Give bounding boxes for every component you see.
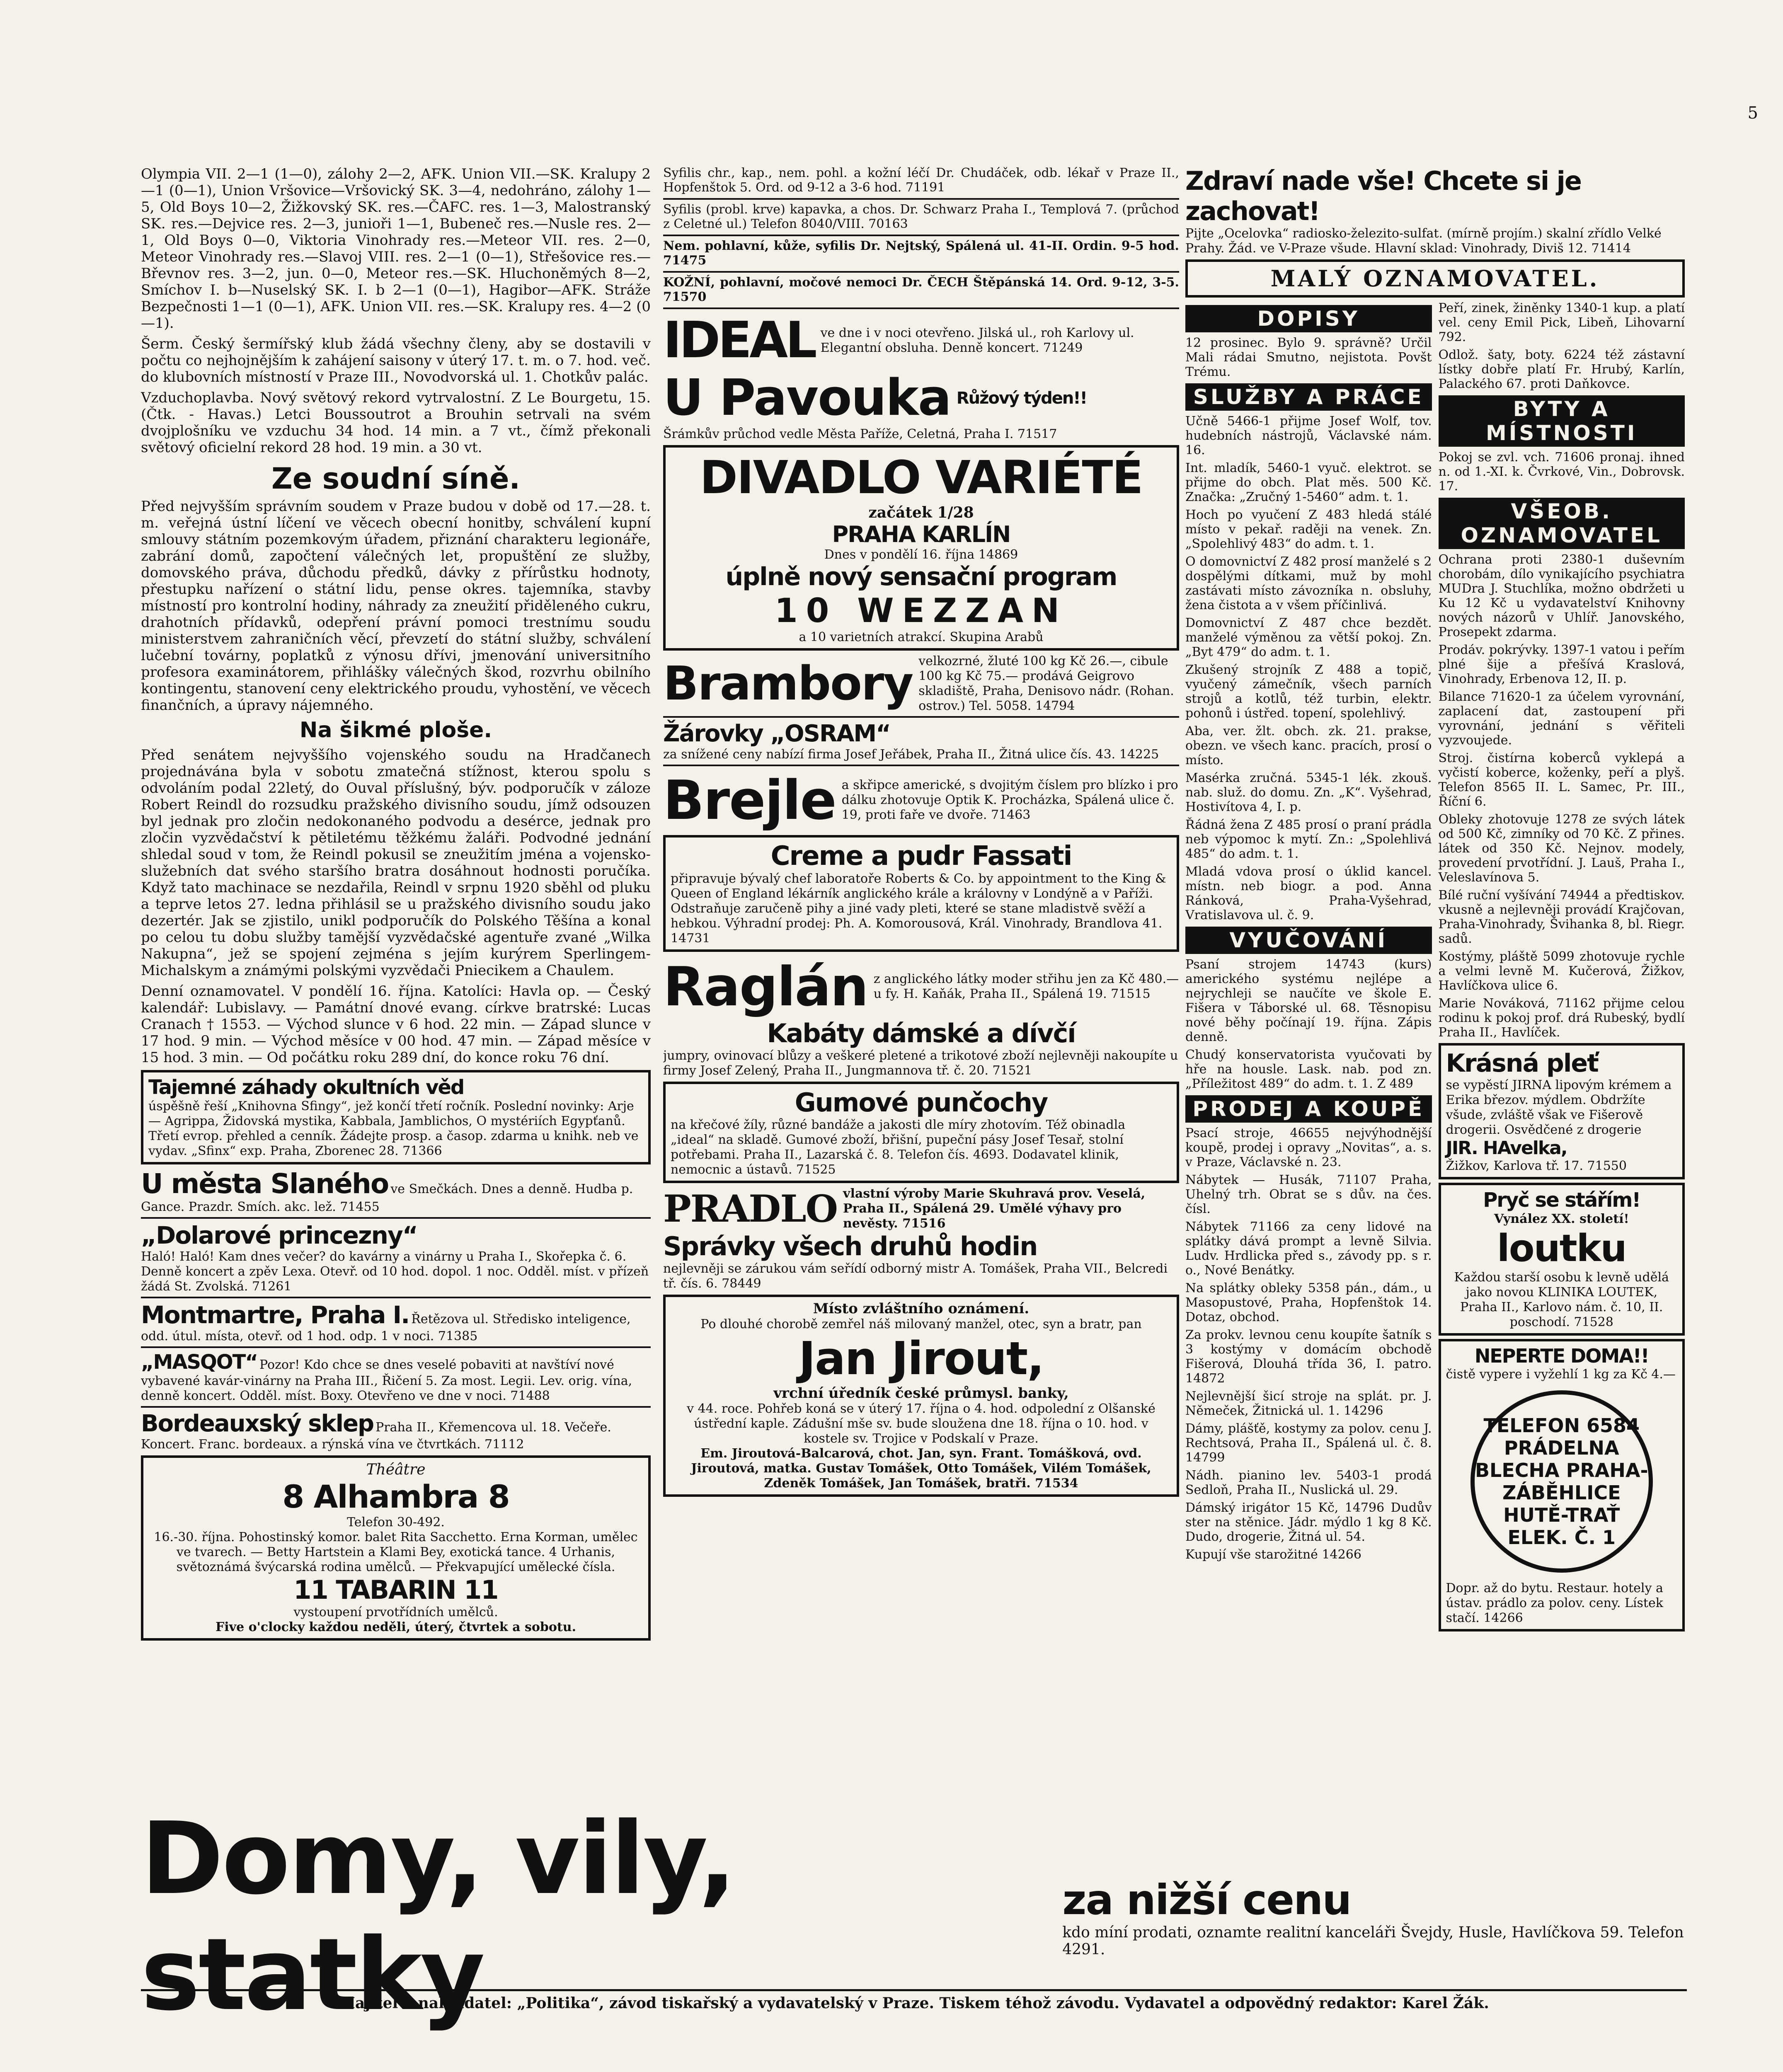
classified-radna: Řádná žena Z 485 prosí o praní prádla neb výpomoc k mytí. Zn.: „Spolehlivá 485“ do adm. t. 1.	[1185, 818, 1432, 861]
ad-domy-side-title: za nižší cenu	[1062, 1875, 1351, 1924]
classified-novakova: Marie Nováková, 71162 přijme celou rodinu k pokoj prof. drá Rubeský, bydlí Praha II., Havlíček.	[1438, 996, 1685, 1040]
classified-left	[1185, 301, 1432, 1635]
ad-pavouka-title: U Pavouka	[663, 369, 951, 427]
classified-columns	[1185, 301, 1685, 1635]
page-number: 5	[1747, 104, 1758, 123]
column-2	[663, 166, 1179, 1840]
ad-prys-subtitle: Vynález XX. století!	[1494, 1212, 1629, 1226]
sport-results: Olympia VII. 2—1 (1—0), zálohy 2—2, AFK. Union VII.—SK. Kralupy 2—1 (0—1), Union Vršovice—Vršovický SK. 3—4, nedohráno, zálohy 1—5, Old Boys 10—2, Žižkovský SK. res.—ČAFC. res. 1—3, Malostranský SK. res.—Dejvice res. 2—3, junioři 1—1, Bubeneč res.—Nusle res. 2—1, Old Boys 0—0, Viktoria Vinohrady res.—Meteor VII. res. 2—0, Meteor Vinohrady res.—Slavoj VIII. res. 2—1 (0—1), Střešovice res.—Břevnov res. 3—2, jun. 0—0, Meteor res.—SK. Hluchoněmých 8—2, Smíchov I. b—Nuselský SK. I. b 2—1 (0—1), Hagibor—AFK. Stráže Bezpečnosti 1—1 (0—1), AFK. Union VII. res.—SK. Kralupy res. 4—2 (0—1).	[141, 166, 651, 332]
divider	[663, 198, 1179, 200]
ad-bordeaux-title: Bordeauxský sklep	[141, 1410, 374, 1437]
ad-bordeaux	[141, 1410, 651, 1452]
laundry-stamp-icon: TELEFON 6584 PRÁDELNA BLECHA PRAHA-ZÁBĚHLICE HUTĚ-TRAŤ ELEK. Č. 1	[1470, 1390, 1653, 1573]
obituary-name: Jan Jirout,	[799, 1332, 1044, 1385]
divider	[141, 1346, 651, 1348]
classified-chudy: Chudý konservatorista vyučovati by hře na housle. Lask. nab. pod zn. „Příležitost 489“ do adm. t. 1. Z 489	[1185, 1048, 1432, 1091]
classified-strojnik: Zkušený strojník Z 488 a topič, vyučený zámečník, všech parních strojů a kotlů, též turbin, elektr. pohonů i ústřed. topení, spolehlivý.	[1185, 663, 1432, 721]
ad-neperte-text: čistě vypere i vyžehlí 1 kg za Kč 4.—	[1446, 1367, 1676, 1382]
classified-psani: Psaní strojem 14743 (kurs) amerického systému nejlépe a nejrychleji se naučíte ve škole E. Fišera v Táborské ul. 68. Těsnopisu nové běhy počínají 19. října. Zápis denně.	[1185, 957, 1432, 1044]
aviation-notice: Vzduchoplavba. Nový světový rekord vytrvalostní. Z Le Bourgetu, 15. (Čtk. - Havas.) Letci Boussoutrot a Brouhin setrvali na svém dvojplošníku ve vzduchu 34 hod. 14 min. a 7 vt., čímž překonali světový oficielní rekord 28 hod. 19 min. a 30 vt.	[141, 390, 651, 456]
classified-domovnictvi: O domovnictví Z 482 prosí manželé s 2 dospělými dítkami, muž by mohl zastávati místo závozníka n. obsluhy, žena čistota a v všem příčinlivá.	[1185, 554, 1432, 612]
obituary-role: vrchní úředník české průmysl. banky,	[773, 1385, 1069, 1402]
ad-montmartre	[141, 1301, 651, 1344]
classified-prodej: Prodáv. pokrývky. 1397-1 vatou i peřím plné šije a přešívá Kraslová, Vinohrady, Erbenova 12, II. p.	[1438, 643, 1685, 686]
divider	[141, 1406, 651, 1408]
ad-montmartre-text: Řetězova ul. Středisko inteligence, odd. útul. místa, otevř. od 1 hod. odp. 1 v noci. 71385	[141, 1312, 631, 1343]
ad-masqot	[141, 1351, 651, 1404]
classified-koupi: Kupují vše starožitné 14266	[1185, 1547, 1361, 1562]
ad-occult-title: Tajemné záhady okultních věd	[148, 1076, 464, 1099]
obituary-text2: v 44. roce. Pohřeb koná se v úterý 17. října o 4. hod. odpolední z Olšanské ústřední kaple. Zádušní mše sv. bude sloužena dne 18. října o 10. hod. v kostele sv. Trojice v Podskalí v Praze.	[687, 1402, 1156, 1446]
bar-vseob: VŠEOB. OZNAMOVATEL	[1439, 498, 1685, 549]
column-3	[1185, 166, 1685, 1844]
ad-variete	[663, 445, 1179, 651]
ad-pradlo-text: vlastní výroby Marie Skuhravá prov. Veselá, Praha II., Spálená 29. Umělé výhavy pro nevěsty. 71516	[843, 1186, 1146, 1231]
alhambra-phone: Telefon 30-492.	[347, 1515, 445, 1530]
divider	[663, 716, 1179, 718]
slope-heading: Na šikmé ploše.	[299, 718, 492, 743]
ad-puncochy-title: Gumové punčochy	[795, 1087, 1048, 1118]
ad-loutku-title: loutku	[1497, 1227, 1626, 1270]
ad-brejle-text: a skřipce americké, s dvojitým číslem pro blízko i pro dálku zhotovuje Optik K. Procházka, Spálená ulice č. 19, proti faře ve dvoře. 71463	[841, 778, 1178, 822]
classified-kostymy: Kostýmy, pláště 5099 zhotovuje rychle a velmi levně M. Kučerová, Žižkov, Havlíčkova ulice 6.	[1438, 949, 1685, 993]
maly-oznamovatel-title: MALÝ OZNAMOVATEL.	[1185, 259, 1685, 298]
classified-psaci: Psací stroje, 46655 nejvýhodnější koupě, prodej i opravy „Novitas“, a. s. v Praze, Václavské n. 23.	[1185, 1126, 1432, 1169]
ad-zdravi-title: Zdraví nade vše! Chcete si je zachovat!	[1185, 166, 1581, 226]
divider	[663, 307, 1179, 309]
ad-syfilis-2: Syfilis (probl. krve) kapavka, a chos. Dr. Schwarz Praha I., Templová 7. (průchod z Celetné ul.) Telefon 8040/VIII. 70163	[663, 202, 1179, 231]
classified-hoch: Hoch po vyučení Z 483 hledá stálé místo v pekař. raději na venek. Zn. „Spolehlivý 483“ do adm. t. 1.	[1185, 508, 1432, 551]
classified-right	[1439, 301, 1685, 1635]
classified-vdova: Mladá vdova prosí o úklid kancel. místn. neb biogr. a pod. Anna Ránková, Praha-Vyšehrad, Vratislavova ul. č. 9.	[1185, 864, 1432, 922]
ad-bordeaux-text: Praha II., Křemencova ul. 18. Večeře. Koncert. Franc. bordeaux. a rýnská vína ve čtvrtkách. 71112	[141, 1420, 611, 1452]
ad-neperte	[1439, 1339, 1685, 1631]
ad-puncochy	[663, 1082, 1179, 1183]
ad-loutky	[1439, 1183, 1685, 1336]
ad-domy-side-text: kdo míní prodati, oznamte realitní kanceláři Švejdy, Husle, Havlíčkova 59. Telefon 4291.	[1062, 1924, 1684, 1958]
ad-osram-text: za snížené ceny nabízí firma Josef Jeřábek, Praha II., Žitná ulice čís. 43. 14225	[663, 747, 1159, 762]
ad-brejle-title: Brejle	[663, 769, 836, 832]
tabarin-text: vystoupení prvotřídních umělců.	[293, 1605, 498, 1619]
alhambra-text: 16.-30. října. Pohostinský komor. balet Rita Sacchetto. Erna Korman, umělec ve tvarech. — Betty Hartstein a Klami Bey, exotická tance. 4 Urhanis, světoznámá švýcarská rodina umělců. — Překvapující umělecké čísla.	[154, 1530, 638, 1574]
ad-krasna-text: se vypěstí JIRNA lipovým krémem a Erika březov. mýdlem. Obdržíte všude, zvláště však ve Fišerově drogerii. Osvědčené z drogerie	[1446, 1078, 1672, 1137]
classified-domovnictvi-2: Domovnictví Z 487 chce bezdět. manželé výměnou za větší pokoj. Zn. „Byt 479“ do adm. t. 1.	[1185, 616, 1432, 659]
obituary-heading: Místo zvláštního oznámení.	[813, 1300, 1030, 1317]
classified-nabytek-2: Nábytek 71166 za ceny lidové na splátky dává prompt a levně Silvia. Ludv. Hrdlicka před s., závody pp. s r. o., Nové Benátky.	[1185, 1220, 1432, 1278]
ad-havelka-text: Žižkov, Karlova tř. 17. 71550	[1446, 1159, 1627, 1173]
classified-int: Int. mladík, 5460-1 vyuč. elektrot. se přijme do obch. Plat měs. 500 Kč. Značka: „Zručný 1-5460“ adm. t. 1.	[1185, 461, 1432, 504]
fencing-notice: Šerm. Český šermířský klub žádá všechny členy, aby se dostavili v počtu co nejhojnějším k zahájení saisony v úterý 17. t. m. o 7. hod. več. do klubovních místností v Praze III., Novodvorská ul. 1. Chotkův palác.	[141, 336, 651, 385]
divider	[663, 235, 1179, 236]
ad-havelka-title: JIR. HAvelka,	[1446, 1138, 1567, 1159]
tabarin-title: 11 TABARIN 11	[293, 1575, 498, 1605]
classified-bile: Bílé ruční vyšívání 74944 a předtiskov. vkusně a nejlevněji provádí Krajčovan, Praha-Vinohrady, Švihanka 8, bl. Riegr. sadů.	[1438, 888, 1685, 946]
ad-spravky-text: nejlevněji se zárukou vám seřídí odborný mistr A. Tomášek, Praha VII., Belcredi tř. čís. 6. 78449	[663, 1261, 1168, 1291]
divider	[141, 1297, 651, 1298]
ad-syfilis-1: Syfilis chr., kap., nem. pohl. a kožní léčí Dr. Chudáček, odb. lékař v Praze II., Hopfenštok 5. Ord. od 9-12 a 3-6 hod. 71191	[663, 166, 1179, 195]
calendar-text: Denní oznamovatel. V pondělí 16. října. Katolíci: Havla op. — Český kalendář: Lubislavy. — Památní dnové evang. církve bratrské: Lucas Cranach † 1553. — Východ slunce v 6 hod. 22 min. — Západ slunce v 17 hod. 9 min. — Východ měsíce v 00 hod. 47 min. — Západ měsíce v 15 hod. 3 min. — Od počátku roku 289 dní, do konce roku 76 dní.	[141, 983, 651, 1066]
slope-text: Před senátem nejvyššího vojenského soudu na Hradčanech projednávána byla v sobotu zmatečná stížnost, kterou spolu s odvoláním podal 22letý, do Ouval příslušný, býv. podporučík v záloze Robert Reindl do rozsudku pražského divisního soudu, jímž odsouzen byl jednak pro zločin nedokonaného podvodu a desérce, jednak pro zločin vyzvědačství k pětiletému těžkému žaláři. Podvodné jednání shledal soud v tom, že Reindl pokusil se zneužitím jména a vojensko-služebních dat svého staršího bratra dosáhnout hodnosti poručíka. Když tato machinace se nezdařila, Reindl v srpnu 1920 sběhl od pluku a teprve letos 27. ledna přihlásil se u pražského divisního soudu jako dezertér. Jak se zjistilo, unikl podporučík do Polského Těšína a konal po celou tu dobu služby tamější vyzvědačské agentuře zvané „Wilka Nakupna“, jež se spojení zejména s jejím kurýrem Sperlingem-Michalskym a známými polskými vyzvědači Pniecikem a Chaulem.	[141, 747, 651, 979]
ad-kabaty-text: jumpry, ovinovací blůzy a veškeré pletené a trikotové zboží nejlevněji nakoupíte u firmy Josef Zelený, Praha II., Jungmannova tř. č. 20. 71521	[663, 1048, 1178, 1078]
ad-ideal-title: IDEAL	[663, 312, 815, 369]
ad-dolar-text: Haló! Haló! Kam dnes večer? do kavárny a vinárny u Praha I., Skořepka č. 6. Denně koncert a zpěv Lexa. Otevř. od 10 hod. dopol. 1 noc. Odděl. míst. v přízeň žádá St. Zvolská. 71261	[141, 1249, 649, 1294]
classified-nadherne: Nádh. pianino lev. 5403-1 prodá Sedloň, Praha II., Nuslická ul. 29.	[1185, 1468, 1432, 1497]
ad-slaneho-title: U města Slaného	[141, 1168, 389, 1200]
ad-neperte-foot: Dopr. až do bytu. Restaur. hotely a ústav. prádlo za polov. ceny. Lístek stačí. 14266	[1446, 1581, 1663, 1625]
ad-neperte-title: NEPERTE DOMA!!	[1474, 1345, 1649, 1367]
ad-prys-title: Pryč se stářím!	[1483, 1188, 1640, 1212]
ad-montmartre-title: Montmartre, Praha I.	[141, 1301, 409, 1329]
ad-alhambra	[141, 1455, 651, 1641]
ad-pradlo	[663, 1186, 1179, 1231]
alhambra-theatre: Théâtre	[366, 1461, 426, 1478]
alhambra-title: 8 Alhambra 8	[282, 1478, 509, 1515]
classified-nabytek: Nábytek — Husák, 71107 Praha, Uhelný trh. Obrat se s dův. na čes. čísl.	[1185, 1173, 1432, 1216]
ad-occult	[141, 1070, 651, 1164]
ad-kozni-1: Nem. pohlavní, kůže, syfilis Dr. Nejtský, Spálená ul. 41-II. Ordin. 9-5 hod. 71475	[663, 239, 1179, 268]
ad-domy-title: Domy, vily, statky	[141, 1801, 735, 2033]
variete-title: DIVADLO VARIÉTÉ	[700, 451, 1143, 504]
classified-dopisy: 12 prosinec. Bylo 9. správně? Určil Mali rádai Smutno, nejistota. Povšt Trému.	[1185, 336, 1432, 379]
classified-bilance: Bilance 71620-1 za účelem vyrovnání, zaplacení dat, zastoupení při vyrovnání, jednání s věřiteli vyzvoujede.	[1438, 690, 1685, 748]
ad-masqot-text: Pozor! Kdo chce se dnes veselé pobaviti at navštíví nové vybavené kavár-vinárny na Praha III., Řičení 5. Za most. Legii. Lev. orig. vína, denně koncert. Odděl. míst. Boxy. Otevřeno ve dne v noci. 71488	[141, 1358, 632, 1403]
variete-extra: a 10 varietních atrakcí. Skupina Arabů	[799, 630, 1044, 644]
bar-vyucovani: VYUČOVÁNÍ	[1185, 927, 1432, 954]
classified-obleky: Obleky zhotovuje 1278 ze svých látek od 500 Kč, zimníky od 70 Kč. Z přines. látek od 350 Kč. Nejnov. modely, provedení prvotřídní. J. Lauš, Praha I., Veleslavínova 5.	[1438, 812, 1685, 885]
bar-byty: BYTY A MÍSTNOSTI	[1439, 395, 1685, 447]
ad-brambory	[663, 654, 1179, 714]
divider	[663, 271, 1179, 273]
classified-pokoj: Pokoj se zvl. vch. 71606 pronaj. ihned n. od 1.-XI. k. Čvrkové, Vin., Dobrovsk. 17.	[1438, 450, 1685, 494]
divider	[141, 1217, 651, 1219]
ad-domy-side	[1062, 1876, 1687, 1958]
ad-loutku-text: Každou starší osobu k levně udělá jako novou KLINIKA LOUTEK, Praha II., Karlovo nám. č. 10, II. poschodí. 71528	[1454, 1270, 1669, 1329]
ad-raglan-text: z anglického látky moder střihu jen za Kč 480.— u fy. H. Kaňák, Praha II., Spálená 19. 71515	[873, 972, 1179, 1001]
ad-ideal-text: ve dne i v noci otevřeno. Jilská ul., roh Karlovy ul. Elegantní obsluha. Denně koncert. 71249	[820, 325, 1134, 355]
ad-brejle	[663, 769, 1179, 832]
ad-pavouka-side: Růžový týden!!	[956, 388, 1087, 408]
ad-slaneho	[141, 1168, 651, 1215]
obituary-text1: Po dlouhé chorobě zemřel náš milovaný manžel, otec, syn a bratr, pan	[700, 1317, 1142, 1331]
ad-zdravi-text: Pijte „Ocelovka“ radiosko-železito-sulfat. (mírně projím.) skalní zřídlo Velké Prahy. Žád. ve V-Praze všude. Hlavní sklad: Vinohrady, Diviš 12. 71414	[1185, 226, 1662, 256]
variete-start: začátek 1/28	[868, 504, 974, 521]
variete-wezzan: 10 WEZZAN	[775, 591, 1068, 630]
court-text: Před nejvyšším správním soudem v Praze budou v době od 17.—28. t. m. veřejná ústní líčení ve věcech obecní honitby, schválení kupní smlouvy státním pozemkovým úřadem, přiznání charakteru legionáře, zabrání domů, započtení válečných let, propuštění ze služby, domovského práva, důchodu předků, dávky z přírůstku hodnoty, přestupku nařízení o státní lidu, pense okres. tajemníka, stavby místností pro kontrolní hodiny, náhrady za zneužití přiděleného cukru, drahotních přídavků, odepření právní pomoci trestnímu soudu ministerstvem zahraničních věcí, převzetí do státní služby, schválení lučební továrny, poplatků z výnosu dřívi, jmenování universitního profesora examinátorem, přihlášky válečných škod, rozvrhu obilního kontingentu, stanovení ceny elektrického proudu, vyhostění, ve věcech finančních, a úpravy nájemného.	[141, 498, 651, 714]
ad-fassati-text: připravuje bývalý chef laboratoře Roberts & Co. by appointment to the King & Queen of England lékárník anglického krále a královny v Londýně a v Paříži. Odstraňuje zaručeně pihy a jiné vady pleti, které se stane mladistvě svěží a hebkou. Výhradní prodej: Ph. A. Komorousová, Král. Vinohrady, Brandlova 41. 14731	[671, 871, 1166, 946]
ad-kabaty-title: Kabáty dámské a dívčí	[767, 1018, 1076, 1048]
ad-fassati	[663, 835, 1179, 952]
classified-ochrana: Ochrana proti 2380-1 duševním chorobám, dílo vynikajícího psychiatra MUDra J. Stuchlíka, možno obdržeti u Ku 12 Kč u vydavatelství Knihovny nových názorů v Uhlíř. Janovského, Prosepekt zdarma.	[1438, 552, 1685, 639]
publisher-line: Majitel a nakladatel: „Politika“, závod tiskařský a vydavatelský v Praze. Tiskem téhož závodu. Vydavatel a odpovědný redaktor: Karel Žák.	[141, 1989, 1687, 2019]
ad-slaneho-text: ve Smečkách. Dnes a denně. Hudba p. Gance. Prazdr. Smích. akc. lež. 71455	[141, 1182, 633, 1214]
obituary-family: Em. Jiroutová-Balcarová, chot. Jan, syn. Frant. Tomášková, ovd. Jiroutová, matka. Gustav Tomášek, Otto Tomášek, Vilém Tomášek, Zdeněk Tomášek, Jan Tomášek, bratři. 71534	[691, 1446, 1151, 1491]
classified-ucne: Učně 5466-1 přijme Josef Wolf, tov. hudebních nástrojů, Václavské nám. 16.	[1185, 414, 1432, 457]
bar-sluzby: SLUŽBY A PRÁCE	[1185, 383, 1432, 411]
ad-brambory-title: Brambory	[663, 657, 913, 711]
classified-odloz: Odlož. šaty, boty. 6224 též zástavní lístky dobře platí Fr. Hrubý, Karlín, Palackého 67. proti Daňkovce.	[1438, 348, 1685, 391]
classified-levnou: Za prokv. levnou cenu koupíte šatník s 3 kostýmy v domácím obchodě Fišerová, Dlouhá třída 36, I. patro. 14872	[1185, 1328, 1432, 1386]
classified-nejlevnejsi: Nejlevnější šicí stroje na splát. pr. J. Němeček, Žitnická ul. 1. 14296	[1185, 1389, 1432, 1418]
column-1	[141, 166, 651, 1852]
ad-raglan	[663, 955, 1179, 1018]
ad-pavouka	[663, 369, 1179, 427]
ad-krasna	[1439, 1043, 1685, 1179]
ad-puncochy-text: na křečové žíly, různé bandáže a jakosti dle míry zhotovím. Též obinadla „ideal“ na skladě. Gumové zboží, břišní, pupeční pásy Josef Tesař, stolní potřebami. Praha II., Lazarská č. 8. Telefon čís. 4693. Dodavatel klinik, nemocnic a ústavů. 71525	[671, 1118, 1126, 1177]
ad-pradlo-title: PRADLO	[663, 1187, 838, 1231]
classified-damske: Dámy, plášťě, kostymy za polov. cenu J. Rechtsová, Praha II., Spálená ul. č. 8. 14799	[1185, 1421, 1432, 1465]
variete-date: Dnes v pondělí 16. října 14869	[824, 547, 1018, 562]
variete-place: PRAHA KARLÍN	[832, 521, 1010, 547]
court-heading: Ze soudní síně.	[271, 462, 521, 496]
bar-prodej: PRODEJ A KOUPĚ	[1185, 1095, 1432, 1123]
ad-pavouka-text: Šrámkův průchod vedle Města Paříže, Celetná, Praha I. 71517	[663, 427, 1057, 441]
divider	[663, 765, 1179, 766]
ad-osram-title: Žárovky „OSRAM“	[663, 720, 890, 747]
classified-splatky: Na splátky obleky 5358 pán., dám., u Masopustové, Praha, Hopfenštok 14. Dotaz, obchod.	[1185, 1281, 1432, 1324]
ad-occult-text: úspěšně řeší „Knihovna Sfingy“, jež končí třetí ročník. Poslední novinky: Arje — Agrippa, Židovská mystika, Kabbala, Jamblichos, O mystériích Egypťanů. Třetí evrop. přehled a cenník. Žádejte prosp. a časop. zdarma u knihk. neb ve vydav. „Sfinx“ exp. Praha, Zborenec 28. 71366	[148, 1099, 639, 1158]
bar-dopisy: DOPISY	[1185, 305, 1432, 332]
ad-fassati-title: Creme a pudr Fassati	[770, 841, 1072, 871]
obituary	[663, 1295, 1179, 1497]
classified-feri: Peří, zinek, žiněnky 1340-1 kup. a platí vel. ceny Emil Pick, Libeň, Lihovarní 792.	[1438, 301, 1685, 344]
ad-dolar-title: „Dolarové princezny“	[141, 1221, 417, 1249]
ad-krasna-title: Krásná pleť	[1446, 1049, 1598, 1078]
ad-brambory-text: velkozrné, žluté 100 kg Kč 26.—, cibule 100 kg Kč 75.— prodává Geigrovo skladiště, Praha, Denisovo nádr. (Rohan. ostrov.) Tel. 5058. 14794	[918, 654, 1174, 713]
ad-raglan-title: Raglán	[663, 955, 868, 1018]
variete-program: úplně nový sensační program	[725, 562, 1117, 591]
ad-spravky-title: Správky všech druhů hodin	[663, 1231, 1037, 1261]
ad-dolar	[141, 1221, 651, 1294]
classified-maserka: Masérka zručná. 5345-1 lék. zkouš. nab. služ. do domu. Zn. „K“. Vyšehrad, Hostivítova 4, I. p.	[1185, 771, 1432, 814]
ad-ideal	[663, 312, 1179, 369]
classified-irigator: Dámský irigátor 15 Kč, 14796 Dudův ster na stěnice. Jádr. mýdlo 1 kg 8 Kč. Dudo, drogerie, Žitná ul. 54.	[1185, 1501, 1432, 1544]
tabarin-text2: Five o'clocky každou neděli, úterý, čtvrtek a sobotu.	[215, 1620, 577, 1634]
ad-masqot-title: „MASQOT“	[141, 1351, 257, 1374]
classified-aba: Aba, ver. žlt. obch. zk. 21. prakse, obezn. ve všech kanc. pracích, prosí o místo.	[1185, 724, 1432, 767]
ad-kozni-2: KOŽNÍ, pohlavní, močové nemoci Dr. ČECH Štěpánská 14. Ord. 9-12, 3-5. 71570	[663, 275, 1179, 304]
classified-cistirna: Stroj. čistírna koberců vyklepá a vyčistí koberce, koženky, peří a plyš. Telefon 8565 II. L. Samec, Pr. III., Říční 6.	[1438, 751, 1685, 809]
